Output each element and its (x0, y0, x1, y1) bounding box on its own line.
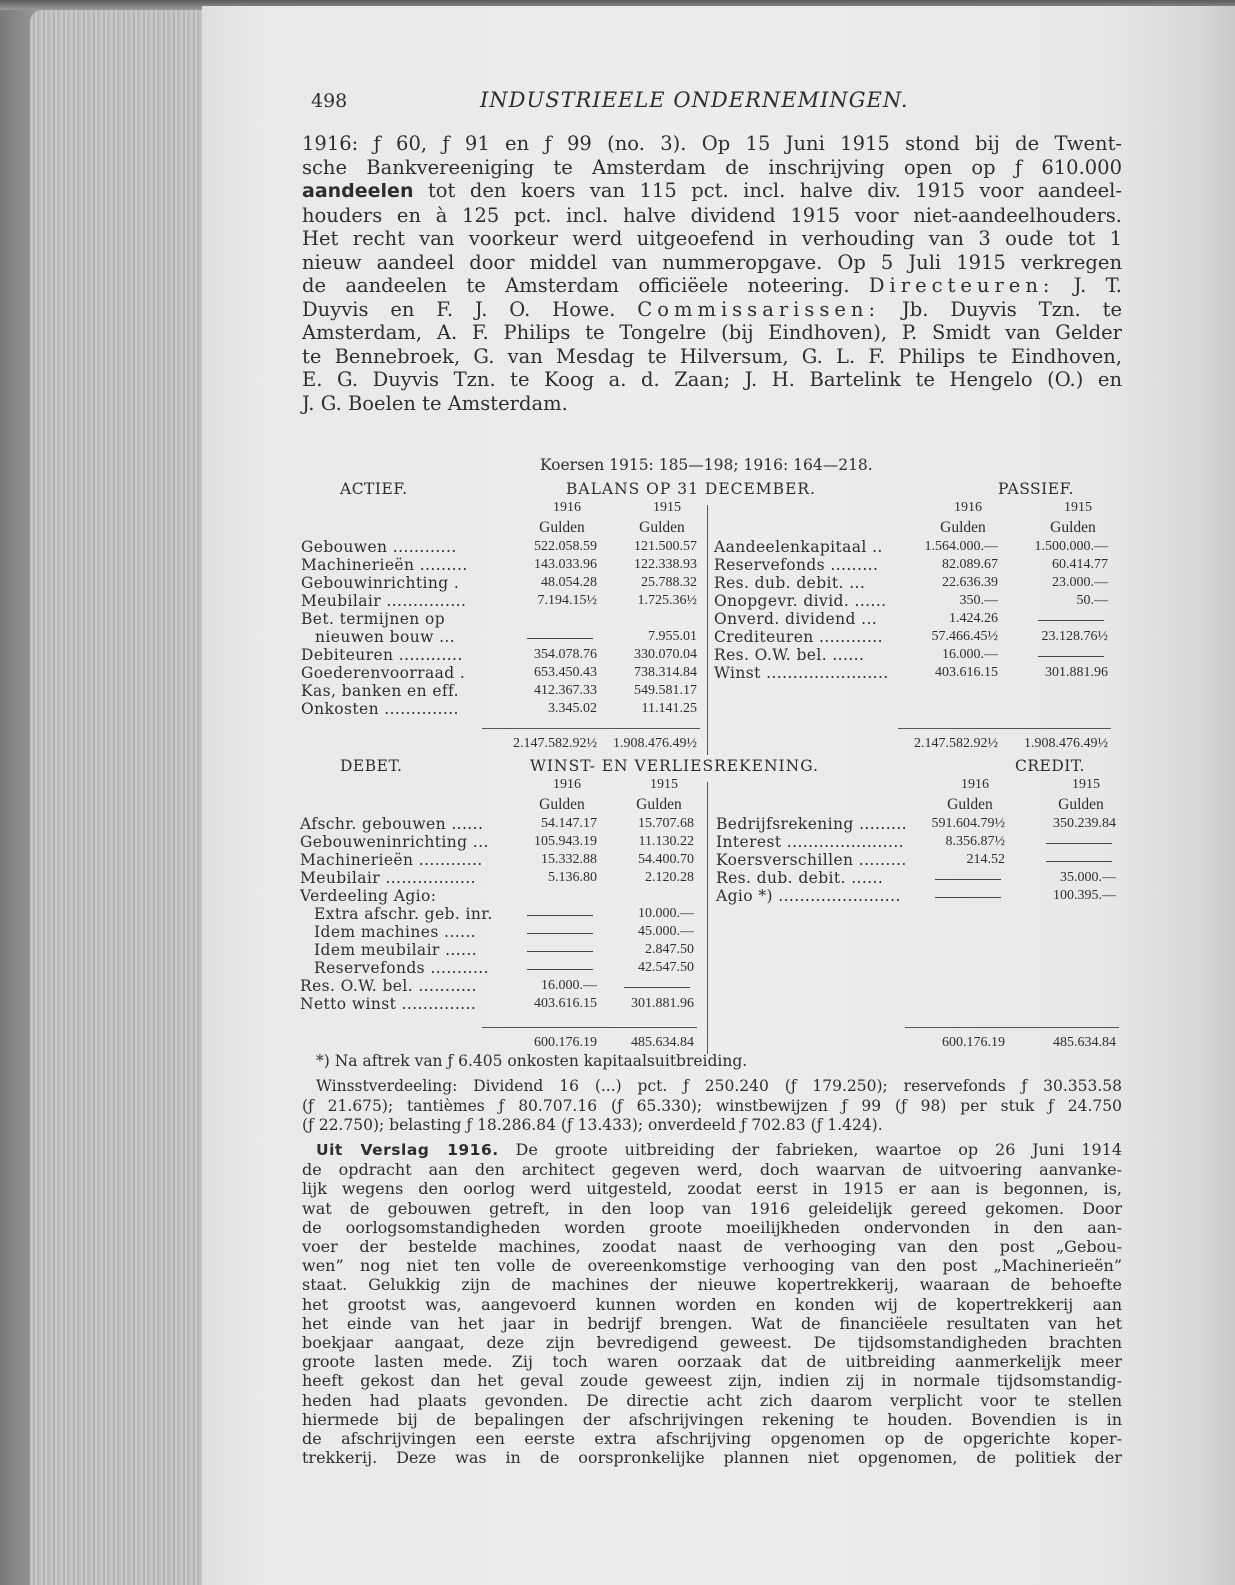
amount: 42.547.50 (638, 960, 694, 975)
credit-row: Res. dub. debit. ...... (716, 869, 884, 887)
paragraph-line: Duyvis en F. J. O. Howe. Commissarissen: Jb. Duyvis Tzn. te (302, 297, 1122, 321)
empty-value-dash (1046, 843, 1112, 844)
amount: 2.147.582.92½ (914, 736, 998, 751)
debet-row: Machinerieën ............ (300, 851, 483, 869)
passief-row: Onopgevr. divid. ...... (714, 592, 887, 610)
empty-value-dash (1038, 620, 1104, 621)
credit-row: Bedrijfsrekening ......... (716, 815, 908, 833)
amount: 45.000.— (638, 924, 694, 939)
paragraph-line: Amsterdam, A. F. Philips te Tongelre (bij Eindhoven), P. Smidt van Gelder (302, 321, 1122, 344)
paragraph-line: de afschrijvingen een eerste extra afschrijving opgenomen op de opgerichte koper- (302, 1429, 1122, 1449)
unit-header: Gulden (636, 796, 682, 813)
amount: 1.424.26 (949, 611, 998, 626)
footnote: *) Na aftrek van ƒ 6.405 onkosten kapitaalsuitbreiding. (316, 1052, 748, 1070)
credit-row: Interest ...................... (716, 833, 904, 851)
amount: 412.367.33 (534, 683, 597, 698)
paragraph-line: houders en à 125 pct. incl. halve dividend 1915 voor niet-aandeelhouders. (302, 203, 1122, 227)
unit-header: Gulden (940, 519, 986, 536)
amount: 1.500.000.— (1034, 539, 1108, 554)
amount: 354.078.76 (534, 647, 597, 662)
debet-row: Res. O.W. bel. ........... (300, 977, 477, 995)
amount: 11.141.25 (641, 701, 697, 716)
amount: 522.058.59 (534, 539, 597, 554)
amount: 403.616.15 (935, 665, 998, 680)
amount: 82.089.67 (942, 557, 998, 572)
year-header: 1915 (1064, 500, 1092, 515)
balance-title: BALANS OP 31 DECEMBER. (566, 480, 816, 498)
debet-row: Gebouweninrichting ... (300, 833, 489, 851)
paragraph-line: staat. Gelukkig zijn de machines der nieuwe kopertrekkerij, waaraan de behoefte (302, 1275, 1122, 1295)
book-page-edges (30, 10, 202, 1585)
amount: 35.000.— (1060, 870, 1116, 885)
unit-header: Gulden (1058, 796, 1104, 813)
paragraph-line: groote lasten mede. Zij toch waren oorzaak dat de uitbreiding aanmerkelijk meer (302, 1352, 1122, 1372)
amount: 50.— (1076, 593, 1108, 608)
empty-value-dash (1038, 656, 1104, 657)
page-number: 498 (311, 90, 348, 112)
amount: 214.52 (966, 852, 1005, 867)
paragraph-line: (ƒ 22.750); belasting ƒ 18.286.84 (ƒ 13.433); onverdeeld ƒ 702.83 (ƒ 1.424). (302, 1116, 883, 1134)
amount: 2.120.28 (645, 870, 694, 885)
debet-row: Meubilair ................. (300, 869, 476, 887)
passief-label: PASSIEF. (998, 480, 1074, 498)
paragraph-line: (ƒ 21.675); tantièmes ƒ 80.707.16 (ƒ 65.330); winstbewijzen ƒ 99 (ƒ 98) per stuk ƒ 24.750 (302, 1096, 1122, 1115)
empty-value-dash (624, 987, 690, 988)
paragraph-line: het grootst was, aangevoerd kunnen worden en konden wij de kopertrekkerij aan (302, 1294, 1122, 1314)
amount: 16.000.— (942, 647, 998, 662)
amount: 10.000.— (638, 906, 694, 921)
emphasis-bold: aandeelen (302, 180, 414, 202)
amount: 1.908.476.49½ (613, 736, 697, 751)
amount: 591.604.79½ (931, 816, 1005, 831)
amount: 54.400.70 (638, 852, 694, 867)
paragraph-line: J. G. Boelen te Amsterdam. (302, 391, 568, 415)
amount: 485.634.84 (1053, 1035, 1116, 1050)
year-header: 1916 (553, 500, 581, 515)
amount: 8.356.87½ (945, 834, 1005, 849)
paragraph-line: Winsstverdeeling: Dividend 16 (...) pct. ƒ 250.240 (ƒ 179.250); reservefonds ƒ 30.353.58 (316, 1077, 1122, 1095)
actief-row: Gebouwinrichting . (301, 574, 460, 592)
profit-loss-title: WINST- EN VERLIESREKENING. (530, 757, 819, 775)
total-rule-right (898, 728, 1111, 729)
paragraph-line: de opdracht aan den architect gegeven werd, doch waarvan de uitvoering aanvanke- (302, 1160, 1122, 1180)
amount: 330.070.04 (634, 647, 697, 662)
passief-row: Crediteuren ............ (714, 628, 883, 646)
amount: 301.881.96 (1045, 665, 1108, 680)
total-rule-right (905, 1027, 1119, 1028)
actief-row: Kas, banken en eff. (301, 682, 459, 700)
paragraph-line: de aandeelen te Amsterdam officiëele noteering. Directeuren: J. T. (302, 274, 1122, 297)
actief-row: Machinerieën ......... (301, 556, 468, 574)
amount: 23.000.— (1052, 575, 1108, 590)
amount: 11.130.22 (638, 834, 694, 849)
actief-row: Meubilair ............... (301, 592, 467, 610)
total-rule-left (482, 1027, 697, 1028)
actief-label: ACTIEF. (340, 480, 408, 498)
amount: 57.466.45½ (931, 629, 998, 644)
debet-row: Idem meubilair ...... (314, 941, 478, 959)
passief-row: Aandeelenkapitaal .. (714, 538, 883, 556)
paragraph-line: de oorlogsomstandigheden worden groote moeilijkheden ondervonden in den aan- (302, 1217, 1122, 1237)
actief-row: Gebouwen ............ (301, 538, 457, 556)
amount: 1.908.476.49½ (1024, 736, 1108, 751)
unit-header: Gulden (1050, 519, 1096, 536)
paragraph-line: Het recht van voorkeur werd uitgeoefend in verhouding van 3 oude tot 1 (302, 227, 1122, 250)
amount: 22.636.39 (942, 575, 998, 590)
paragraph-line: nieuw aandeel door middel van nummeropgave. Op 5 Juli 1915 verkregen (302, 250, 1122, 274)
amount: 3.345.02 (548, 701, 597, 716)
paragraph-line: sche Bankvereeniging te Amsterdam de inschrijving open op ƒ 610.000 (302, 155, 1122, 179)
amount: 122.338.93 (634, 557, 697, 572)
paragraph-line: E. G. Duyvis Tzn. te Koog a. d. Zaan; J. H. Bartelink te Hengelo (O.) en (302, 368, 1122, 391)
passief-row: Winst ....................... (714, 664, 889, 682)
actief-row: Bet. termijnen op (301, 610, 446, 628)
amount: 600.176.19 (534, 1035, 597, 1050)
amount: 48.054.28 (541, 575, 597, 590)
amount: 301.881.96 (631, 996, 694, 1011)
amount: 100.395.— (1053, 888, 1116, 903)
amount: 403.616.15 (534, 996, 597, 1011)
amount: 23.128.76½ (1041, 629, 1108, 644)
paragraph-line: te Bennebroek, G. van Mesdag te Hilversum, G. L. F. Philips te Eindhoven, (302, 344, 1122, 368)
amount: 16.000.— (541, 978, 597, 993)
amount: 15.332.88 (541, 852, 597, 867)
paragraph-line: 1916: ƒ 60, ƒ 91 en ƒ 99 (no. 3). Op 15 Juni 1915 stond bij de Twent- (302, 132, 1122, 155)
year-header: 1916 (961, 777, 989, 792)
year-header: 1915 (650, 777, 678, 792)
amount: 2.847.50 (645, 942, 694, 957)
amount: 350.239.84 (1053, 816, 1116, 831)
year-header: 1916 (954, 500, 982, 515)
annual-report-excerpt (302, 1140, 1122, 1467)
amount: 653.450.43 (534, 665, 597, 680)
paragraph-line: voer der bestelde machines, zoodat naast de verhooging van den post „Gebou- (302, 1237, 1122, 1257)
paragraph-line: trekkerij. Deze was in de oorspronkelijke plannen niet opgenomen, de politiek der (302, 1448, 1122, 1468)
paragraph-line: Uit Verslag 1916. De groote uitbreiding der fabrieken, waartoe op 26 Juni 1914 (316, 1140, 1123, 1159)
paragraph-line: heeft gekost dan het geval zoude geweest zijn, indien zij in normale tijdsomstandig- (302, 1371, 1122, 1391)
unit-header: Gulden (947, 796, 993, 813)
paragraph-line: wen” nog niet ten volle de overeenkomstige verhooging van den post „Machinerieën” (302, 1256, 1122, 1276)
actief-row: nieuwen bouw ... (315, 628, 456, 646)
paragraph-line: het einde van het jaar in bedrijf brengen. Wat de financiëele resultaten van het (302, 1313, 1122, 1333)
amount: 60.414.77 (1052, 557, 1108, 572)
spaced-heading: Directeuren: (868, 274, 1055, 297)
amount: 121.500.57 (634, 539, 697, 554)
unit-header: Gulden (639, 519, 685, 536)
year-header: 1915 (1072, 777, 1100, 792)
amount: 1.725.36½ (637, 593, 697, 608)
report-heading: Uit Verslag 1916. (316, 1141, 499, 1159)
running-title: INDUSTRIEELE ONDERNEMINGEN. (480, 88, 909, 112)
amount: 738.314.84 (634, 665, 697, 680)
amount: 7.955.01 (648, 629, 697, 644)
actief-row: Goederenvoorraad . (301, 664, 466, 682)
passief-row: Reservefonds ......... (714, 556, 879, 574)
year-header: 1915 (653, 500, 681, 515)
debet-row: Extra afschr. geb. inr. (314, 905, 493, 923)
debet-row: Reservefonds ........... (314, 959, 489, 977)
year-header: 1916 (553, 777, 581, 792)
credit-row: Koersverschillen ......... (716, 851, 907, 869)
column-divider (707, 782, 708, 1054)
passief-row: Res. O.W. bel. ...... (714, 646, 865, 664)
amount: 1.564.000.— (924, 539, 998, 554)
total-rule-left (482, 728, 700, 729)
passief-row: Res. dub. debit. ... (714, 574, 866, 592)
spaced-heading: Commissarissen: (637, 297, 881, 321)
amount: 600.176.19 (942, 1035, 1005, 1050)
paragraph-line: lijk wegens den oorlog werd uitgesteld, zoodat eerst in 1915 er aan is begonnen, is, (302, 1179, 1122, 1199)
profit-distribution-paragraph (302, 1077, 1122, 1136)
amount: 5.136.80 (548, 870, 597, 885)
amount: 549.581.17 (634, 683, 697, 698)
actief-row: Onkosten .............. (301, 700, 459, 718)
amount: 105.943.19 (534, 834, 597, 849)
amount: 54.147.17 (541, 816, 597, 831)
paragraph-line: wat de gebouwen getreft, in den loop van 1916 geleidelijk gereed gekomen. Door (302, 1198, 1122, 1218)
amount: 25.788.32 (641, 575, 697, 590)
credit-label: CREDIT. (1015, 757, 1085, 775)
amount: 143.033.96 (534, 557, 597, 572)
amount: 350.— (959, 593, 998, 608)
column-divider (707, 505, 708, 755)
debet-label: DEBET. (340, 757, 403, 775)
credit-row: Agio *) ....................... (716, 887, 901, 905)
paragraph-line: boekjaar aangaat, deze zijn bevredigend geweest. De tijdsomstandigheden brachten (302, 1333, 1122, 1353)
debet-row: Idem machines ...... (314, 923, 477, 941)
unit-header: Gulden (539, 519, 585, 536)
unit-header: Gulden (539, 796, 585, 813)
amount: 15.707.68 (638, 816, 694, 831)
paragraph-line: heden had plaats gevonden. De directie acht zich daarom verplicht voor te stellen (302, 1390, 1122, 1410)
debet-row: Netto winst .............. (300, 995, 477, 1013)
intro-paragraph (302, 132, 1122, 415)
amount: 7.194.15½ (537, 593, 597, 608)
paragraph-line: hiermede bij de bepalingen der afschrijvingen rekening te houden. Bovendien is in (302, 1409, 1122, 1429)
debet-row: Verdeeling Agio: (300, 887, 437, 905)
passief-row: Onverd. dividend ... (714, 610, 878, 628)
paragraph-line: aandeelen tot den koers van 115 pct. incl. halve div. 1915 voor aandeel- (302, 179, 1122, 202)
empty-value-dash (1046, 861, 1112, 862)
debet-row: Afschr. gebouwen ...... (300, 815, 484, 833)
actief-row: Debiteuren ............ (301, 646, 463, 664)
amount: 485.634.84 (631, 1035, 694, 1050)
koersen-line: Koersen 1915: 185—198; 1916: 164—218. (540, 456, 873, 474)
amount: 2.147.582.92½ (513, 736, 597, 751)
